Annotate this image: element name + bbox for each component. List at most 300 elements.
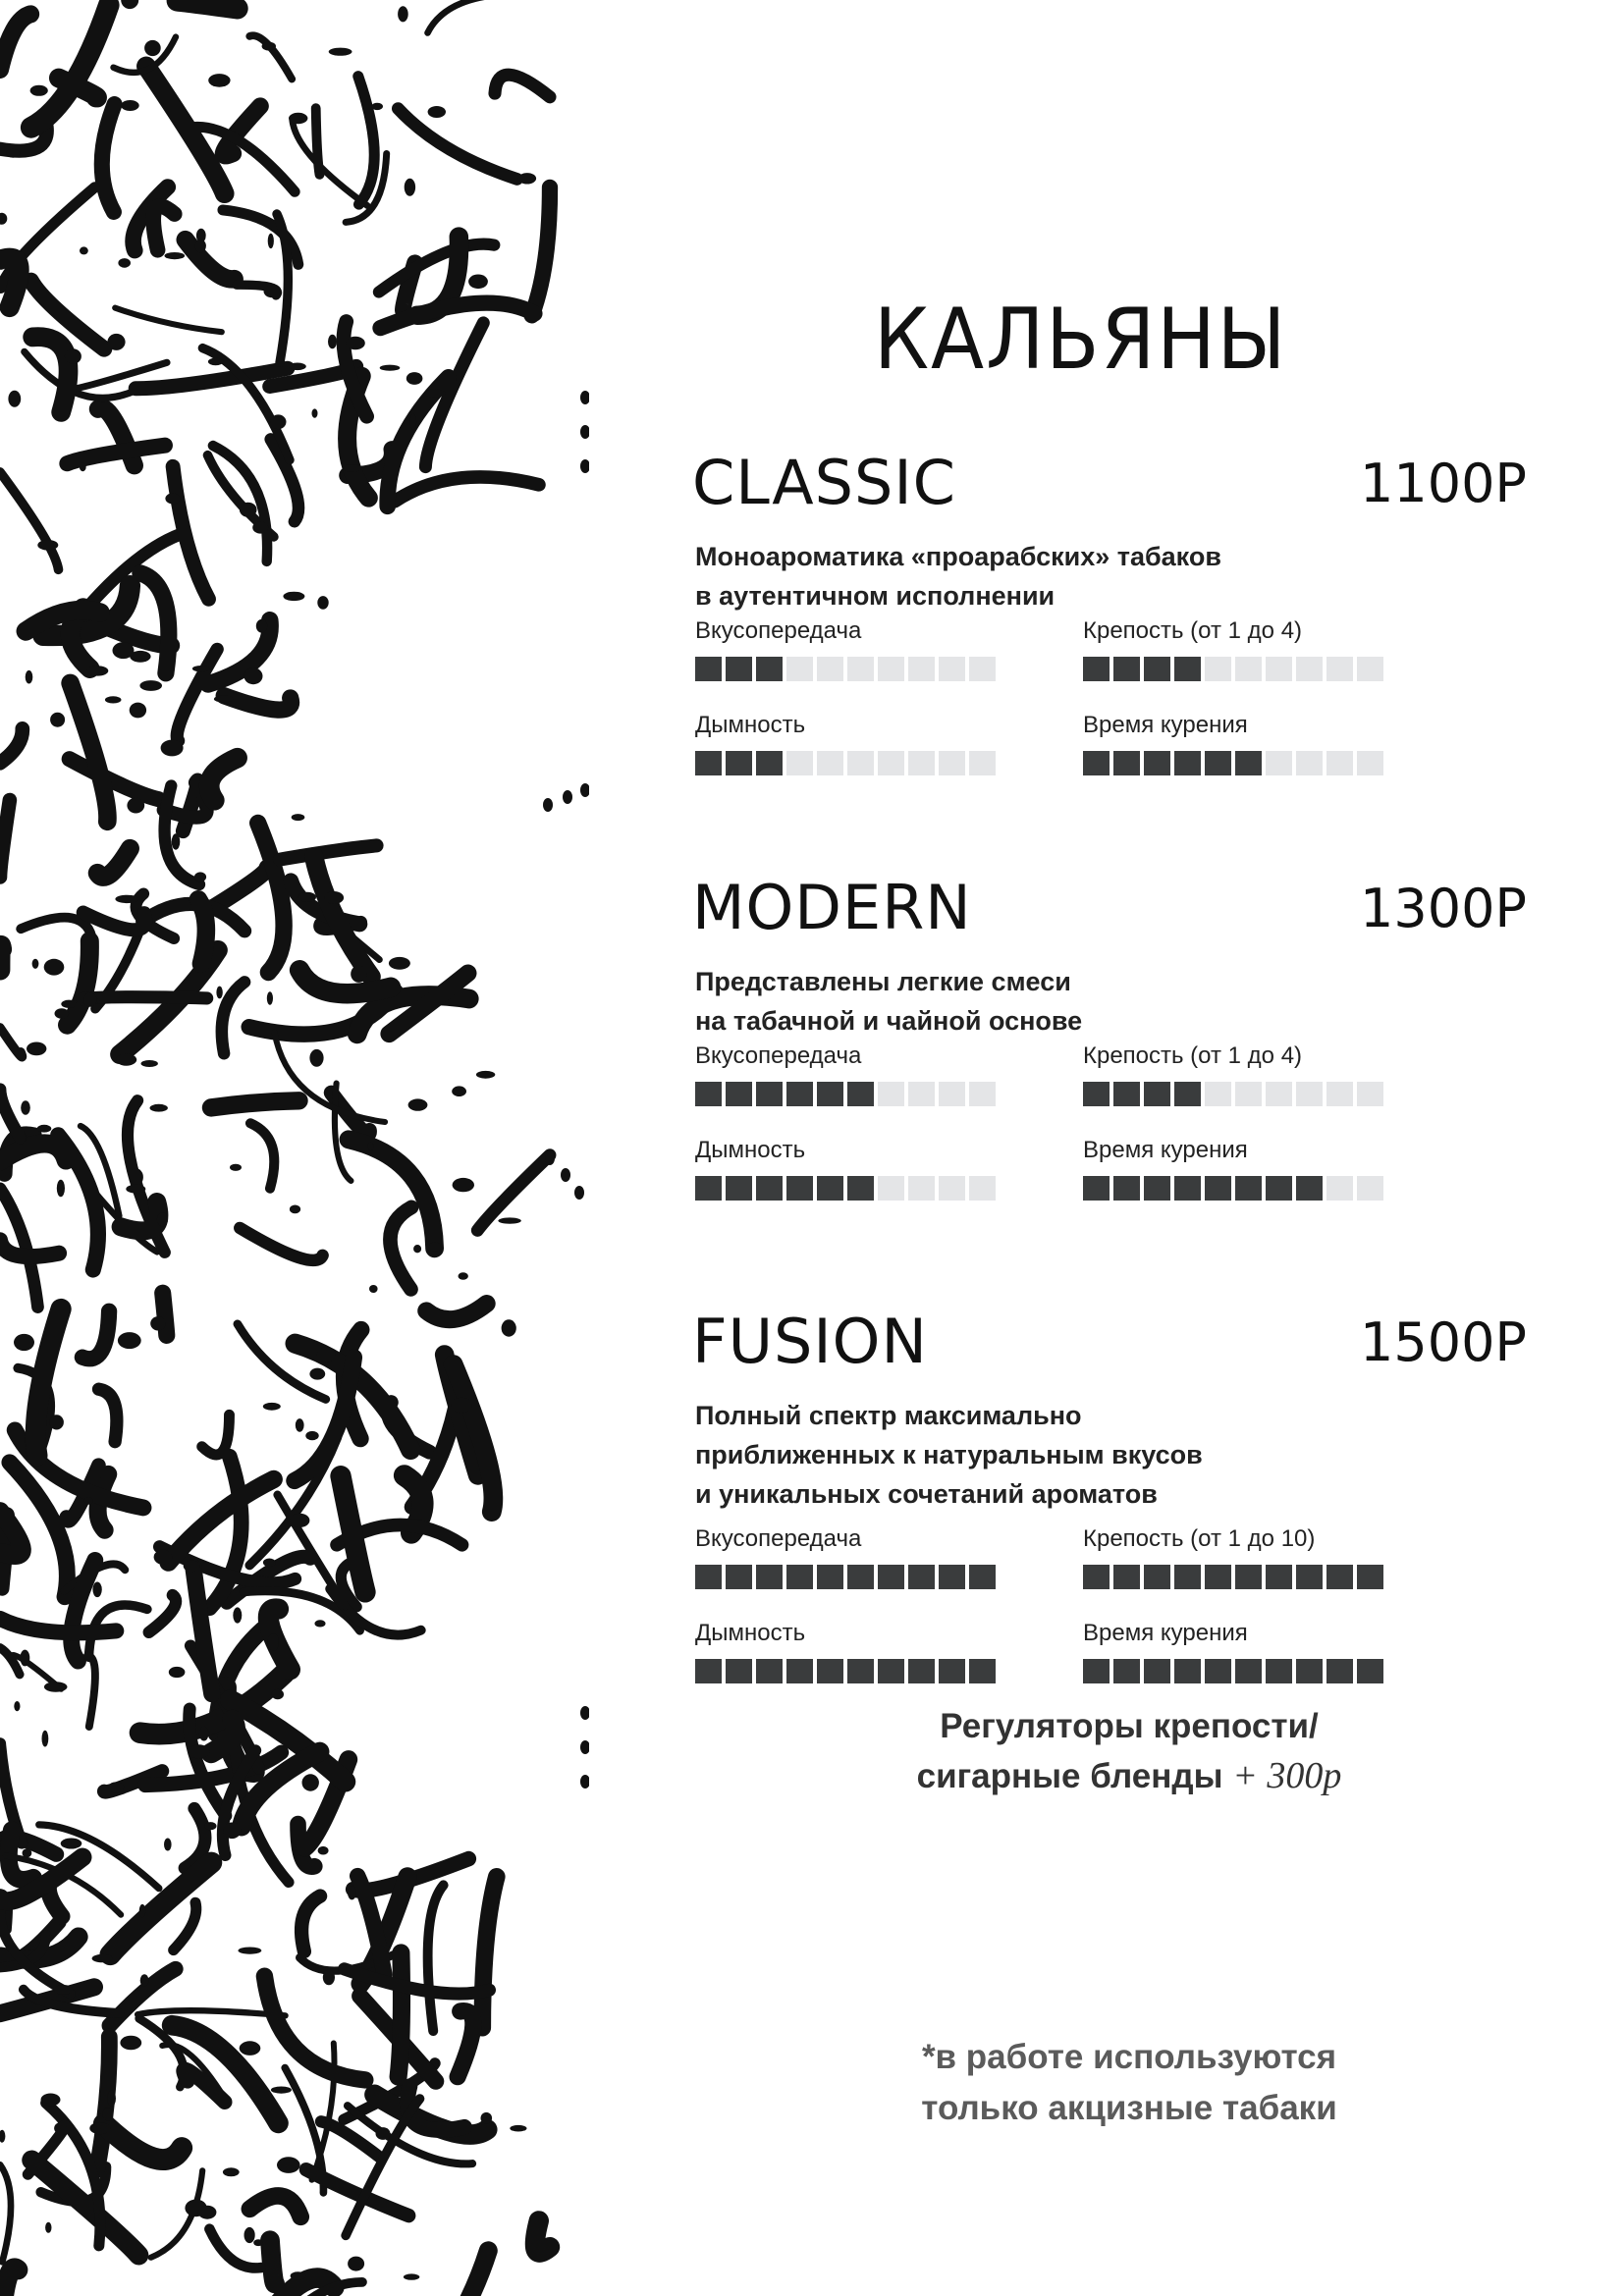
rating-meter	[695, 1659, 996, 1683]
ink-dot	[302, 1774, 319, 1790]
footnote-line2: только акцизные табаки	[921, 2089, 1337, 2127]
meter-cell-filled	[1144, 657, 1170, 681]
brush-stroke	[193, 1568, 212, 1694]
meter-cell-empty	[908, 657, 935, 681]
brush-stroke	[0, 945, 2, 970]
brush-stroke	[31, 5, 109, 128]
metric-label: Время курения	[1083, 1137, 1248, 1163]
hookah-section-1	[692, 872, 1527, 1264]
metric-label: Крепость (от 1 до 10)	[1083, 1525, 1316, 1552]
meter-cell-filled	[1296, 1659, 1323, 1683]
brush-stroke	[68, 941, 90, 1026]
brush-stroke	[209, 758, 238, 800]
ink-dot	[317, 1347, 336, 1362]
meter-cell-empty	[908, 1176, 935, 1201]
brush-stroke	[104, 2124, 182, 2160]
meter-cell-filled	[1083, 657, 1110, 681]
rating-meter	[695, 1082, 996, 1106]
ink-dot	[291, 2271, 306, 2279]
meter-cell-filled	[1266, 1659, 1292, 1683]
meter-cell-filled	[1326, 1659, 1353, 1683]
meter-cell-filled	[1296, 1176, 1323, 1201]
meter-cell-filled	[756, 1176, 783, 1201]
meter-cell-filled	[1235, 1659, 1262, 1683]
meter-cell-filled	[1113, 657, 1140, 681]
section-name: CLASSIC	[692, 447, 956, 518]
meter-cell-filled	[786, 1659, 813, 1683]
ink-dot	[369, 1285, 378, 1293]
metric-label: Крепость (от 1 до 4)	[1083, 617, 1303, 644]
meter-cell-filled	[1144, 1659, 1170, 1683]
brush-stroke	[258, 824, 284, 973]
ink-dot	[21, 1650, 30, 1667]
description-line: Моноароматика «проарабских» табаков	[695, 542, 1221, 571]
ink-dot	[312, 408, 318, 417]
brush-stroke	[0, 2164, 11, 2262]
meter-cell-filled	[969, 1659, 996, 1683]
meter-cell-filled	[1144, 1565, 1170, 1589]
ink-dot	[292, 814, 305, 821]
meter-cell-filled	[1205, 751, 1231, 775]
brush-stroke	[173, 466, 208, 599]
meter-cell-filled	[817, 1082, 843, 1106]
meter-cell-filled	[1083, 1082, 1110, 1106]
meter-cell-filled	[1083, 751, 1110, 775]
ink-dot	[14, 1334, 34, 1351]
meter-cell-empty	[939, 1176, 965, 1201]
meter-cell-empty	[878, 657, 904, 681]
meter-cell-empty	[1205, 1082, 1231, 1106]
meter-cell-filled	[817, 1176, 843, 1201]
ink-dot	[21, 1100, 30, 1114]
brush-stroke	[70, 759, 159, 799]
brush-stroke	[495, 75, 550, 97]
ink-dot	[253, 2239, 263, 2246]
meter-cell-filled	[1174, 1565, 1201, 1589]
ink-dot	[318, 1846, 329, 1855]
ink-dot	[410, 414, 417, 430]
meter-cell-empty	[908, 1082, 935, 1106]
brush-stroke	[102, 104, 115, 212]
section-name: MODERN	[692, 872, 972, 943]
brush-stroke	[270, 2240, 275, 2283]
meter-cell-empty	[786, 657, 813, 681]
meter-cell-filled	[1144, 751, 1170, 775]
ink-dot	[165, 252, 186, 259]
brush-stroke	[82, 1311, 109, 1359]
metric	[695, 710, 996, 775]
meter-cell-empty	[1296, 1082, 1323, 1106]
brush-stroke	[153, 206, 174, 250]
ink-dot	[45, 2222, 51, 2233]
ink-dot	[80, 246, 88, 254]
ink-dot	[317, 596, 328, 610]
ink-dot	[371, 103, 383, 110]
meter-cell-filled	[1296, 1565, 1323, 1589]
addon-price: + 300р	[1232, 1755, 1342, 1796]
addon-note	[854, 1702, 1404, 1801]
rating-meter	[695, 751, 996, 775]
meter-cell-filled	[1326, 1565, 1353, 1589]
ink-dot	[184, 1561, 200, 1573]
section-description	[695, 537, 1333, 615]
brush-stroke	[426, 1304, 487, 1319]
meter-cell-filled	[1113, 751, 1140, 775]
ink-dot	[563, 790, 572, 804]
brush-stroke	[390, 1207, 411, 1290]
meter-cell-filled	[1083, 1659, 1110, 1683]
brush-stroke	[186, 240, 235, 279]
brush-stroke	[280, 845, 377, 859]
meter-cell-filled	[939, 1659, 965, 1683]
description-line: Представлены легкие смеси	[695, 967, 1071, 996]
ink-dot	[481, 2112, 493, 2124]
ink-dot	[55, 1008, 70, 1019]
meter-cell-filled	[726, 657, 752, 681]
brush-stroke	[222, 982, 244, 1053]
page-title: КАЛЬЯНЫ	[874, 290, 1288, 389]
ink-dot	[290, 1205, 300, 1214]
meter-cell-filled	[756, 1565, 783, 1589]
ink-dot	[329, 48, 352, 56]
ink-dot	[107, 334, 125, 350]
ink-dot	[83, 993, 96, 1007]
meter-cell-filled	[1357, 1565, 1383, 1589]
ink-dot	[289, 363, 306, 371]
brush-stroke	[82, 997, 207, 999]
ink-dot	[428, 106, 446, 118]
brush-stroke	[202, 1415, 230, 1455]
meter-cell-empty	[1326, 751, 1353, 775]
ink-dot	[580, 1706, 589, 1720]
ink-dot	[328, 335, 337, 348]
ink-dot	[102, 2108, 113, 2120]
ink-dot	[408, 1098, 428, 1110]
metric	[695, 615, 996, 681]
meter-cell-filled	[1174, 1176, 1201, 1201]
ink-dot	[216, 987, 222, 999]
meter-cell-filled	[878, 1659, 904, 1683]
meter-cell-filled	[726, 1659, 752, 1683]
ink-dot	[244, 667, 263, 684]
rating-meter	[695, 657, 996, 681]
brush-stroke	[214, 868, 268, 907]
metric-label: Вкусопередача	[695, 617, 862, 644]
ink-dot	[161, 740, 184, 757]
ink-dot	[277, 2157, 300, 2173]
meter-cell-filled	[695, 1565, 722, 1589]
ink-dot	[164, 1839, 172, 1851]
meter-cell-empty	[878, 1176, 904, 1201]
metric	[695, 1523, 996, 1589]
brush-stroke	[415, 2251, 488, 2296]
meter-cell-empty	[1235, 1082, 1262, 1106]
ink-dot	[80, 462, 86, 471]
ink-dot	[199, 1727, 209, 1741]
ink-dot	[429, 1242, 441, 1251]
ink-dot	[262, 42, 276, 51]
ink-dot	[580, 1740, 589, 1754]
ink-dot	[380, 365, 401, 371]
addon-note-line2: сигарные бленды	[916, 1757, 1223, 1795]
meter-cell-filled	[726, 1565, 752, 1589]
brush-stroke	[395, 477, 539, 502]
ink-dot	[580, 425, 589, 439]
meter-cell-filled	[1174, 1082, 1201, 1106]
brush-stroke	[97, 2037, 110, 2170]
metric	[1083, 1135, 1383, 1201]
ink-dot	[214, 696, 234, 703]
brush-stroke	[169, 1479, 274, 1563]
brush-stroke	[301, 1896, 320, 1951]
ink-dot	[223, 2167, 240, 2176]
brush-stroke	[174, 1902, 196, 1949]
ink-dot	[189, 1744, 209, 1758]
brush-stroke	[0, 728, 23, 763]
ink-dot	[150, 1104, 168, 1112]
meter-cell-empty	[1326, 657, 1353, 681]
ink-dot	[290, 1514, 309, 1527]
metric-label: Время курения	[1083, 1620, 1248, 1646]
meter-cell-empty	[969, 657, 996, 681]
ink-dot	[172, 833, 181, 849]
meter-cell-filled	[1144, 1176, 1170, 1201]
ink-dot	[57, 1180, 65, 1198]
ink-dot	[348, 2257, 364, 2271]
ink-dot	[92, 1582, 101, 1598]
meter-cell-filled	[695, 1082, 722, 1106]
meter-cell-filled	[1113, 1565, 1140, 1589]
meter-cell-filled	[695, 1176, 722, 1201]
meter-cell-empty	[1357, 657, 1383, 681]
brush-stroke	[198, 899, 206, 963]
ink-dot	[157, 1212, 168, 1226]
meter-cell-filled	[1174, 751, 1201, 775]
metric-label: Вкусопередача	[695, 1042, 862, 1069]
section-price: 1100Р	[1360, 453, 1527, 514]
ink-dot	[8, 391, 21, 407]
rating-meter	[1083, 1082, 1383, 1106]
ink-dot	[23, 1848, 32, 1857]
ink-dot	[92, 1954, 113, 1962]
meter-cell-filled	[1266, 1565, 1292, 1589]
ink-dot	[309, 1049, 323, 1067]
ink-dot	[298, 892, 316, 902]
ink-dot	[346, 337, 365, 349]
ink-dot	[289, 113, 307, 124]
brush-stroke	[293, 120, 368, 205]
ink-dot	[127, 798, 144, 814]
metric	[1083, 1041, 1383, 1106]
meter-cell-filled	[847, 1565, 874, 1589]
brush-stroke	[99, 1389, 117, 1442]
ink-dot	[0, 2130, 5, 2143]
meter-cell-empty	[786, 751, 813, 775]
metric	[695, 1041, 996, 1106]
ink-dot	[139, 1904, 146, 1917]
ink-dot	[118, 1332, 141, 1349]
ink-dot	[424, 390, 446, 398]
metric-label: Дымность	[695, 1620, 806, 1646]
ink-dot	[113, 642, 135, 659]
ink-dot	[165, 493, 180, 504]
ink-dot	[263, 1559, 276, 1568]
brush-stroke	[482, 1877, 497, 2028]
metric-label: Время курения	[1083, 712, 1248, 738]
ink-dot	[476, 1071, 495, 1079]
rating-meter	[1083, 1176, 1383, 1201]
ink-dot	[263, 1403, 281, 1411]
meter-cell-empty	[1357, 1176, 1383, 1201]
section-description	[695, 1396, 1333, 1514]
meter-cell-filled	[1205, 1176, 1231, 1201]
meter-cell-filled	[1113, 1659, 1140, 1683]
metric	[695, 1135, 996, 1201]
brush-stroke	[149, 1595, 176, 1632]
ink-dot	[120, 2036, 141, 2051]
meter-cell-empty	[1235, 657, 1262, 681]
ink-dot	[543, 798, 553, 812]
meter-cell-filled	[695, 751, 722, 775]
meter-cell-filled	[908, 1565, 935, 1589]
meter-cell-empty	[1326, 1082, 1353, 1106]
ink-dot	[561, 1168, 570, 1182]
ink-dot	[498, 1217, 520, 1223]
rating-meter	[1083, 1659, 1383, 1683]
metric	[695, 1618, 996, 1683]
ink-dot	[233, 1607, 242, 1623]
description-line: и уникальных сочетаний ароматов	[695, 1479, 1158, 1509]
ink-dot	[413, 1245, 421, 1253]
brush-stroke	[0, 1028, 23, 1057]
ink-dot	[50, 713, 65, 727]
ink-dot	[309, 1368, 325, 1380]
brush-stroke	[0, 472, 59, 569]
meter-cell-empty	[1296, 751, 1323, 775]
hookah-section-0	[692, 447, 1527, 839]
meter-cell-empty	[817, 657, 843, 681]
meter-cell-empty	[1357, 1082, 1383, 1106]
brush-stroke	[428, 1885, 444, 2031]
rating-meter	[695, 1176, 996, 1201]
meter-cell-empty	[969, 751, 996, 775]
ink-dot	[195, 240, 206, 252]
ink-dot	[244, 2227, 255, 2243]
ink-dot	[26, 670, 33, 684]
ink-dot	[61, 1000, 77, 1008]
ink-dot	[256, 619, 267, 633]
brush-stroke	[249, 2196, 300, 2216]
ink-dot	[398, 6, 408, 22]
meter-cell-empty	[1205, 657, 1231, 681]
description-line: в аутентичном исполнении	[695, 581, 1056, 611]
metric-label: Крепость (от 1 до 4)	[1083, 1042, 1303, 1069]
meter-cell-filled	[726, 751, 752, 775]
meter-cell-filled	[756, 751, 783, 775]
brush-stroke	[71, 683, 108, 822]
ink-dot	[44, 1682, 68, 1692]
meter-cell-empty	[878, 1082, 904, 1106]
addon-note-line1: Регуляторы крепости/	[940, 1707, 1319, 1745]
brush-stroke	[0, 2269, 18, 2296]
description-line: на табачной и чайной основе	[695, 1006, 1083, 1036]
brush-stroke	[67, 446, 164, 464]
ink-dot	[406, 372, 423, 385]
meter-cell-empty	[939, 1082, 965, 1106]
ink-dot	[140, 1974, 149, 1987]
ink-dot	[126, 1185, 145, 1194]
meter-cell-filled	[878, 1565, 904, 1589]
brush-stroke	[0, 1090, 21, 1138]
ink-dot	[41, 2094, 61, 2107]
brush-stroke	[358, 77, 374, 204]
ink-dot	[141, 1060, 158, 1067]
meter-cell-filled	[726, 1082, 752, 1106]
ink-dot	[270, 414, 286, 429]
ink-dot	[324, 891, 344, 904]
meter-cell-filled	[756, 657, 783, 681]
brush-stroke	[250, 1123, 274, 1188]
ink-dot	[192, 666, 210, 671]
meter-cell-empty	[969, 1176, 996, 1201]
brush-stroke	[399, 1952, 402, 2076]
ink-dot	[130, 703, 146, 719]
metric	[1083, 615, 1383, 681]
meter-cell-empty	[1266, 657, 1292, 681]
meter-cell-filled	[817, 1565, 843, 1589]
meter-cell-filled	[969, 1565, 996, 1589]
meter-cell-filled	[939, 1565, 965, 1589]
metric-label: Вкусопередача	[695, 1525, 862, 1552]
brush-stroke	[398, 109, 516, 180]
ink-dot	[348, 1886, 356, 1899]
meter-cell-filled	[756, 1082, 783, 1106]
ink-dot	[580, 391, 589, 404]
ink-dot	[502, 1319, 516, 1336]
meter-cell-filled	[1205, 1565, 1231, 1589]
brush-stroke	[0, 1144, 66, 1161]
ink-dot	[342, 464, 362, 472]
ink-dot	[49, 1415, 64, 1429]
meter-cell-empty	[1326, 1176, 1353, 1201]
ink-dot	[580, 783, 589, 797]
brush-stroke	[87, 1656, 95, 1727]
ink-dot	[376, 2127, 391, 2140]
ink-dot	[367, 1143, 373, 1150]
brush-stroke	[428, 0, 551, 33]
meter-cell-empty	[1266, 1082, 1292, 1106]
meter-cell-empty	[847, 657, 874, 681]
meter-cell-filled	[1266, 1176, 1292, 1201]
brush-stroke	[264, 1976, 364, 2080]
meter-cell-filled	[1083, 1565, 1110, 1589]
ink-dot	[267, 1633, 279, 1651]
ink-dot	[451, 1398, 472, 1414]
meter-cell-empty	[1266, 751, 1292, 775]
ink-dot	[32, 959, 39, 969]
brush-stroke	[458, 2011, 473, 2077]
meter-cell-empty	[969, 1082, 996, 1106]
ink-dot	[89, 2122, 110, 2134]
rating-meter	[1083, 1565, 1383, 1589]
meter-cell-empty	[847, 751, 874, 775]
ink-dot	[108, 1782, 124, 1792]
meter-cell-filled	[847, 1082, 874, 1106]
ink-dot	[510, 2125, 526, 2132]
meter-cell-empty	[908, 751, 935, 775]
ink-dot	[314, 1620, 325, 1627]
ink-dot	[283, 592, 304, 601]
